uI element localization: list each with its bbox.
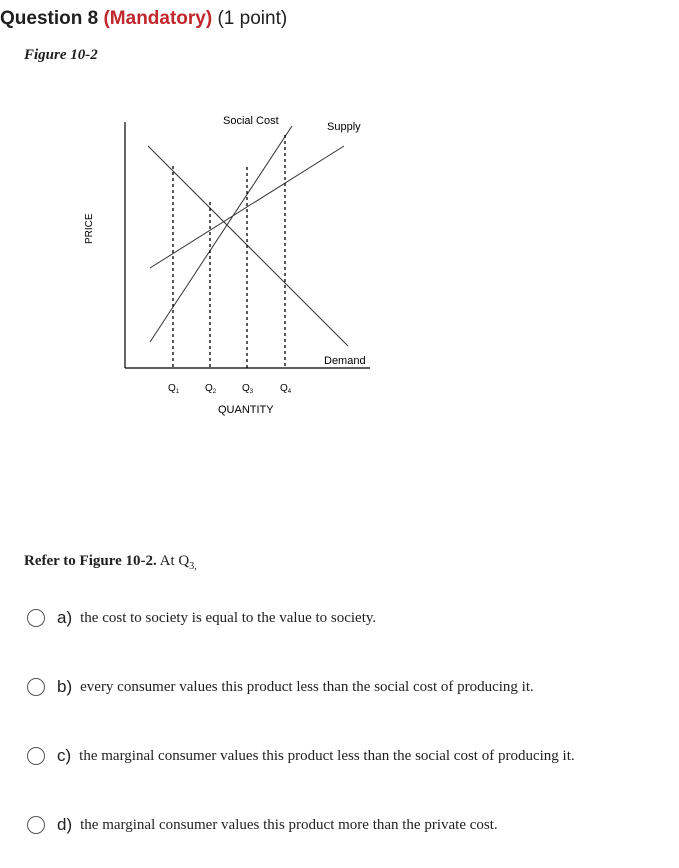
option-a-text: the cost to society is equal to the value to society. <box>80 609 377 626</box>
option-b-text: every consumer values this product less than the social cost of producing it. <box>80 678 534 695</box>
prompt-suffix: , <box>194 561 197 572</box>
q2-label: $Q_2$ <box>205 383 217 395</box>
option-d[interactable] <box>27 813 498 837</box>
prompt-sub: 3 <box>189 561 195 572</box>
figure-title: Figure 10-2 <box>24 47 98 63</box>
supply-label: Supply <box>327 121 361 133</box>
q3-label: $Q_3$ <box>242 383 254 395</box>
q1-label: $Q_1$ <box>168 383 180 395</box>
social-cost-label: Social Cost <box>223 115 279 127</box>
option-d-letter: d) <box>57 815 73 834</box>
demand-label: Demand <box>324 355 366 367</box>
quantity-axis-label: QUANTITY <box>218 404 274 416</box>
q4-label: $Q_4$ <box>280 383 292 395</box>
option-c[interactable] <box>27 744 575 768</box>
question-prompt <box>24 553 197 572</box>
option-a[interactable] <box>27 606 376 630</box>
prompt-ref: Refer to Figure 10-2. <box>24 553 157 569</box>
radio-option-c[interactable] <box>27 747 45 765</box>
option-d-text: the marginal consumer values this product more than the private cost. <box>80 816 498 833</box>
price-axis-label: PRICE <box>84 213 95 244</box>
option-a-letter: a) <box>57 608 73 627</box>
points-label: (1 point) <box>217 8 288 29</box>
radio-option-b[interactable] <box>27 678 45 696</box>
supply-line <box>150 146 344 268</box>
social-cost-line <box>150 126 292 342</box>
prompt-text: At Q <box>156 553 190 569</box>
demand-line <box>148 146 348 346</box>
option-c-letter: c) <box>57 746 72 765</box>
question-title: Question 8 <box>0 8 99 29</box>
radio-option-d[interactable] <box>27 816 45 834</box>
option-c-text: the marginal consumer values this product less than the social cost of producing it. <box>79 747 575 764</box>
option-b-letter: b) <box>57 677 73 696</box>
option-b[interactable] <box>27 675 534 699</box>
mandatory-label: (Mandatory) <box>103 8 213 29</box>
radio-option-a[interactable] <box>27 609 45 627</box>
